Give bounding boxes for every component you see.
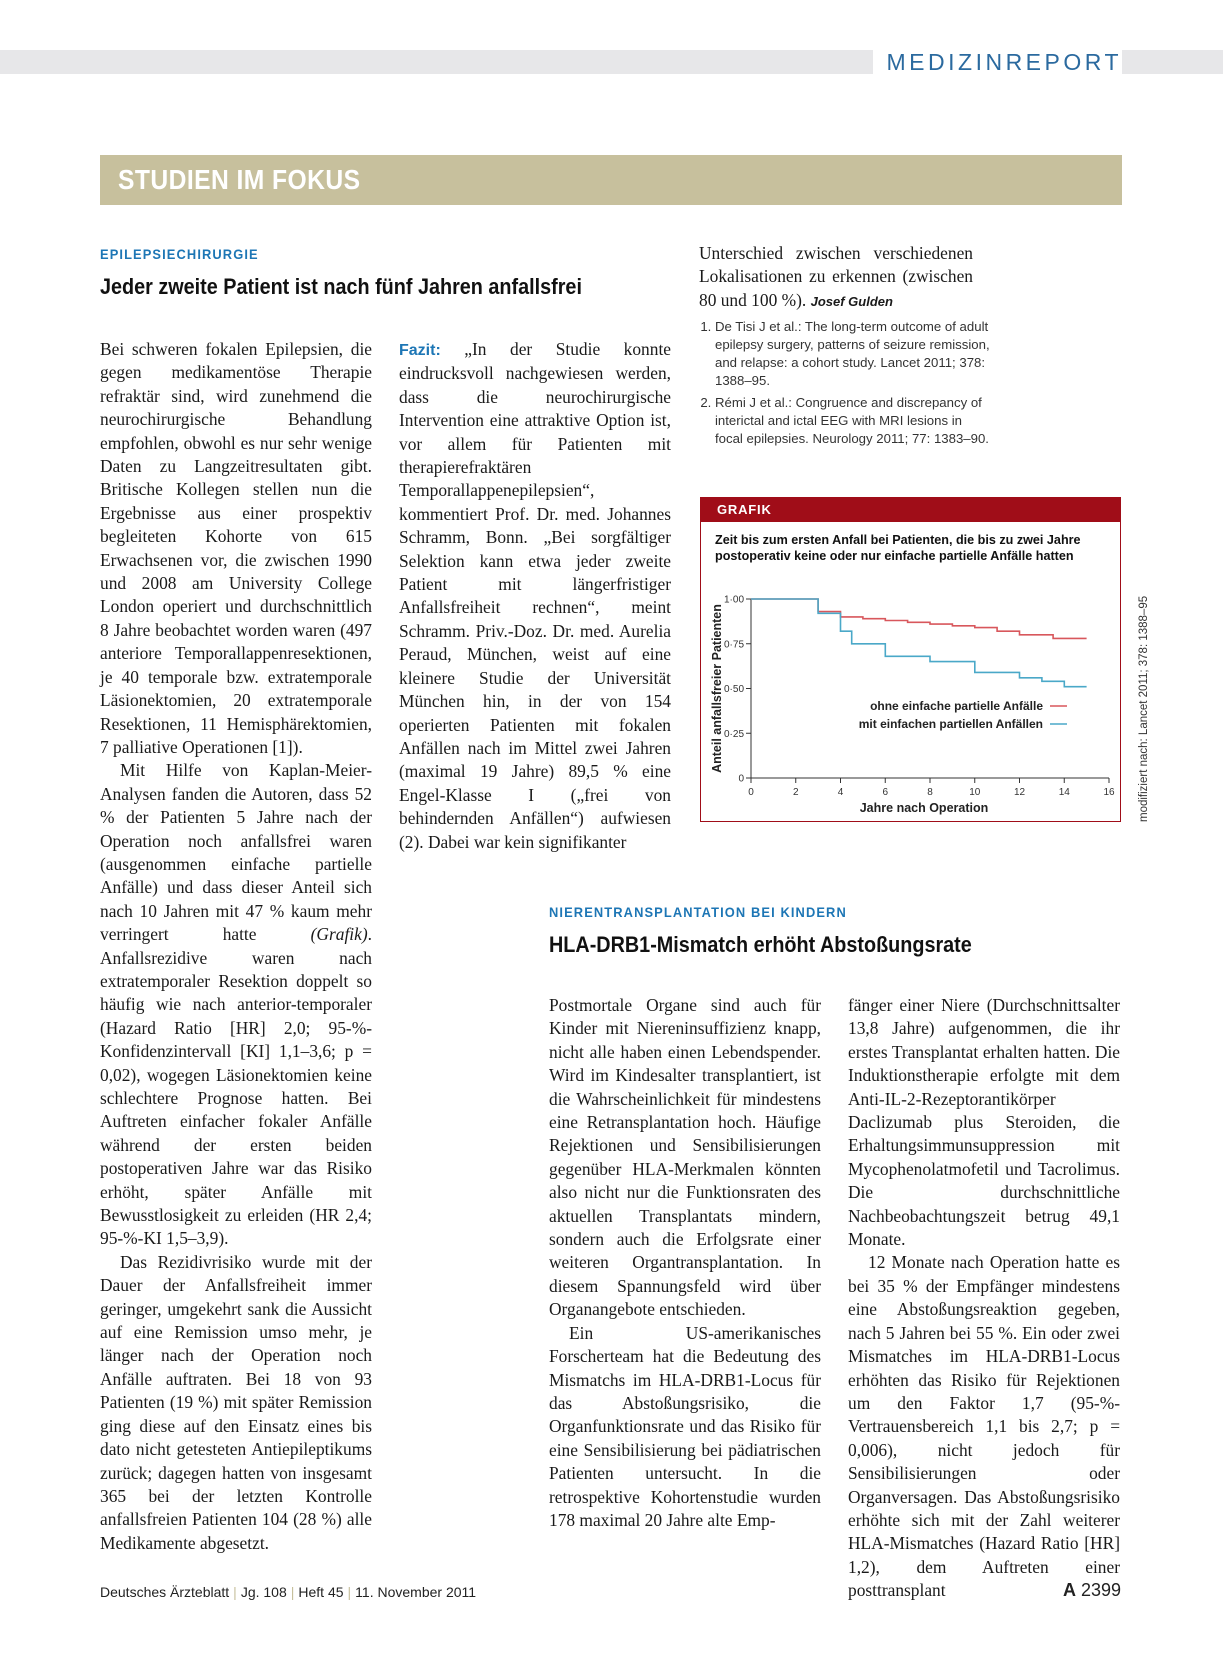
y-tick-label: 0 <box>738 773 744 785</box>
author-name: Josef Gulden <box>810 293 893 309</box>
page-number-value: 2399 <box>1080 1580 1121 1600</box>
x-tick-label: 8 <box>927 787 933 798</box>
issue: Heft 45 <box>298 1584 344 1600</box>
article2-paragraph: fänger einer Niere (Durchschnittsalter 13,8 Jahre) aufgenommen, die ihr erstes Transplantat erhalten hatten. Die Induktionstherapie erfolgte mit dem Anti-IL-2-Rezeptorantikörper Daclizumab plus Steroiden, die Erhaltungsimmunsuppression mit Mycophenolatmofetil und Tacrolimus. Die durchschnittliche Nachbeobachtungszeit betrug 49,1 Monate. <box>848 995 1120 1250</box>
x-axis-label: Jahre nach Operation <box>859 801 989 815</box>
article1-column-3 <box>699 242 973 313</box>
article2-paragraph: 12 Monate nach Operation hatte es bei 35 % der Empfänger mindestens eine Abstoßungsreaktion gegeben, nach 5 Jahren bei 55 %. Ein oder zwei Mismatches im HLA-DRB1-Locus erhöhten das Risiko für Rejektionen um den Faktor 1,7 (95-%-Vertrauensbereich 1,1 bis 2,7; p = 0,006), nicht jedoch für Sensibilisierungen oder Organversagen. Das Abstoßungsrisiko erhöhte sich mit der Zahl weiterer HLA-Mismatches (Hazard Ratio [HR] 1,2), dem Auftreten einer posttransplant <box>848 1252 1120 1601</box>
section-banner <box>100 155 1122 205</box>
y-tick-label: 1·00 <box>723 594 744 606</box>
article1-paragraph: Bei schweren fokalen Epilepsien, die gegen medikamentöse Therapie refraktär sind, wird zunehmend die neurochirurgische Behandlung empfohlen, obwohl es nur sehr wenige Daten zu Langzeitresultaten gibt. Britische Kollegen stellen nun die Ergebnisse aus einer prospektiv begleiteten Kohorte von 615 Erwachsenen vor, die zwischen 1990 und 2008 am University College London operiert und durchschnittlich 8 Jahre beobachtet worden waren (497 anteriore Temporallappenresektionen, je 40 temporale bzw. extratemporale Läsionektomien, 20 extratemporale Resektionen, 11 Hemisphärektomien, 7 palliative Operationen [1]). <box>100 339 372 757</box>
article1-column-1 <box>100 338 372 1555</box>
x-tick-label: 14 <box>1058 787 1070 798</box>
references-list <box>697 318 992 452</box>
article2-column-1 <box>549 994 821 1532</box>
grafik-label: GRAFIK <box>701 498 1120 522</box>
article2-paragraph: Ein US-amerikanisches Forscherteam hat die Bedeutung des Mismatchs im HLA-DRB1-Locus für das Abstoßungsrisiko, die Organfunktionsrate und das Risiko für eine Sensibilisierung bei pädiatrischen Patienten untersucht. In die retrospektive Kohortenstudie wurden 178 maximal 20 Jahre alte Emp- <box>549 1322 821 1530</box>
journal-name: Deutsches Ärzteblatt <box>100 1584 230 1600</box>
grafik-reference: (Grafik) <box>310 924 368 945</box>
kaplan-meier-chart <box>701 498 1120 821</box>
y-tick-label: 0·75 <box>723 639 744 651</box>
y-tick-label: 0·50 <box>723 684 744 695</box>
page-prefix: A <box>1062 1580 1076 1600</box>
series-line-2 <box>751 599 1087 687</box>
reference-item: 2. Rémi J et al.: Congruence and discrepancy of interictal and ictal EEG with MRI lesions in focal epilepsies. Neurology 2011; 77: 1383–90. <box>715 394 992 448</box>
series-line-1 <box>751 599 1087 638</box>
chart-title: Zeit bis zum ersten Anfall bei Patienten, die bis zu zwei Jahre postoperativ keine oder nur einfache partielle Anfälle hatten <box>715 533 1081 563</box>
grafik-box <box>700 497 1121 822</box>
page-number <box>1063 1580 1121 1601</box>
legend-label-1: ohne einfache partielle Anfälle <box>870 699 1043 713</box>
x-tick-label: 10 <box>969 787 981 798</box>
chart-source: modifiziert nach: Lancet 2011; 378: 1388–95 <box>1138 595 1150 822</box>
article1-paragraph <box>699 242 973 313</box>
banner-title: STUDIEN IM FOKUS <box>118 164 361 195</box>
article2-paragraph: Postmortale Organe sind auch für Kinder mit Niereninsuffizienz knapp, nicht alle haben einen Lebendspender. Wird im Kindesalter transplantiert, ist die Wahrscheinlichkeit für mindestens eine Retransplantation hoch. Häufige Rejektionen und Sensibilisierungen gegenüber HLA-Merkmalen könnten also nicht nur die Funktionsraten des aktuellen Transplantats mindern, sondern auch die Erfolgsrate einer weiteren Organtransplantation. In diesem Spannungsfeld wird über Organangebote entschieden. <box>549 995 821 1320</box>
article1-text: . Anfallsrezidive waren nach extratemporaler Resektion doppelt so häufig wie nach anterior-temporaler (Hazard Ratio [HR] 2,0; 95-%-Konfidenzintervall [KI] 1,1–3,6; p = 0,02), wogegen Läsionektomien keine schlechtere Prognose hatten. Bei Auftreten einfacher fokaler Anfälle während der ersten beiden postoperativen Jahre war das Risiko erhöht, später Anfälle mit Bewusstlosigkeit zu erleiden (HR 2,4; 95-%-KI 1,5–3,9). <box>100 924 372 1249</box>
article1-paragraph <box>399 338 671 854</box>
x-tick-label: 0 <box>748 787 754 798</box>
x-tick-label: 4 <box>837 787 844 798</box>
x-tick-label: 6 <box>882 787 889 798</box>
article2-column-2 <box>848 994 1120 1603</box>
footer-citation: Deutsches Ärzteblatt | Jg. 108 | Heft 45 | 11. November 2011 <box>100 1584 477 1600</box>
article1-text: „In der Studie konnte eindrucksvoll nachgewiesen werden, dass die neurochirurgische Intervention eine attraktive Option ist, vor allem für Patienten mit therapierefraktären Temporallappenepilepsien“, kommentiert Prof. Dr. med. Johannes Schramm, Bonn. „Bei sorgfältiger Selektion kann etwa jeder zweite Patient mit längerfristiger Anfallsfreiheit rechnen“, meint Schramm. Priv.-Doz. Dr. med. Aurelia Peraud, München, weist auf eine kleinere Studie der Universität München hin, in der von 154 operierten Patienten mit fokalen Anfällen nach im Mittel zwei Jahren (maximal 19 Jahre) 89,5 % eine Engel-Klasse I („frei von behindernden Anfällen“) aufwiesen (2). Dabei war kein signifikanter <box>399 339 671 852</box>
article2-headline: HLA-DRB1-Mismatch erhöht Abstoßungsrate <box>549 932 972 957</box>
article1-paragraph: Das Rezidivrisiko wurde mit der Dauer der Anfallsfreiheit immer geringer, umgekehrt sank die Aussicht auf eine Remission umso mehr, je länger nach der Operation noch Anfälle auftraten. Bei 18 von 93 Patienten (19 %) mit später Remission ging diese auf den Einsatz eines bis dato nicht getesteten Antiepileptikums zurück; dagegen hatten von insgesamt 365 bei der letzten Kontrolle anfallsfreien Patienten 104 (28 %) alle Medikamente abgesetzt. <box>100 1251 372 1553</box>
article1-paragraph <box>100 759 372 1251</box>
x-tick-label: 2 <box>792 787 799 798</box>
y-tick-label: 0·25 <box>723 728 744 740</box>
y-axis-label: Anteil anfallsfreier Patienten <box>710 604 724 773</box>
article1-text: Mit Hilfe von Kaplan-Meier-Analysen fanden die Autoren, dass 52 % der Patienten 5 Jahre nach der Operation noch anfallsfrei waren (ausgenommen einfache partielle Anfälle) und dass dieser Anteil sich nach 10 Jahren mit 47 % kaum mehr verringert hatte <box>100 760 372 945</box>
legend-label-2: mit einfachen partiellen Anfällen <box>858 717 1043 731</box>
issue-date: 11. November 2011 <box>355 1584 477 1600</box>
article1-text: Unterschied zwischen verschiedenen Lokalisationen zu erkennen (zwischen 80 und 100 %). <box>699 243 973 310</box>
x-tick-label: 16 <box>1103 787 1115 798</box>
x-tick-label: 12 <box>1013 787 1026 798</box>
article1-headline: Jeder zweite Patient ist nach fünf Jahren anfallsfrei <box>100 274 582 299</box>
fazit-label: Fazit: <box>399 342 441 359</box>
article1-kicker: EPILEPSIECHIRURGIE <box>100 246 259 262</box>
reference-item: 1. De Tisi J et al.: The long-term outcome of adult epilepsy surgery, patterns of seizure remission, and relapse: a cohort study. Lancet 2011; 378: 1388–95. <box>715 318 992 390</box>
article2-kicker: NIERENTRANSPLANTATION BEI KINDERN <box>549 904 847 920</box>
article1-column-2 <box>399 338 671 854</box>
section-label: MEDIZINREPORT <box>873 48 1122 76</box>
volume: Jg. 108 <box>240 1584 287 1600</box>
